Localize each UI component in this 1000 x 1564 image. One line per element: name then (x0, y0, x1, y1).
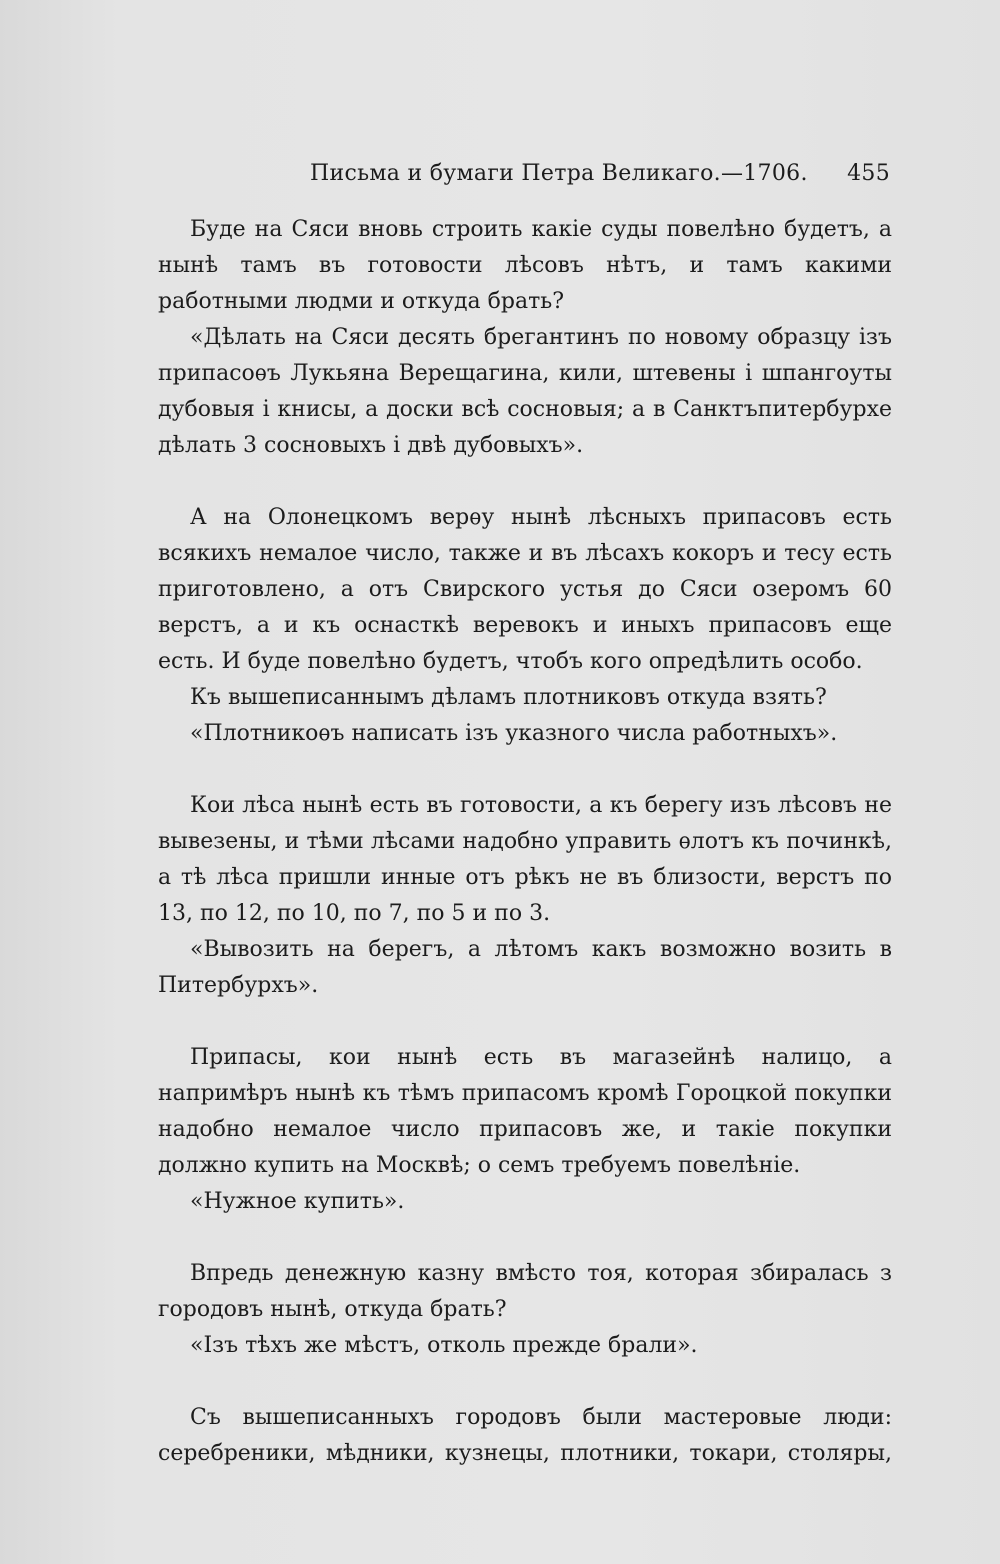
running-title: Письма и бумаги Петра Великаго.—1706. (310, 161, 808, 186)
paragraph: «Плотникоѳъ написать iзъ указного числа работныхъ». (190, 721, 838, 746)
paragraph: Кои лѣса нынѣ есть въ готовости, а къ берегу изъ лѣсовъ не вывезены, и тѣми лѣсами надобно управить ѳлотъ къ починкѣ, а тѣ лѣса пришли инные отъ рѣкъ не въ близости, верстъ по 13, по 12, по 10, по 7, по 5 и по 3. (158, 793, 892, 926)
page-body (158, 212, 892, 1472)
paragraph: Впредь денежную казну вмѣсто тоя, которая збиралась з городовъ нынѣ, откуда брать? (158, 1261, 892, 1322)
paragraph: Къ вышеписаннымъ дѣламъ плотниковъ откуда взять? (190, 685, 827, 710)
paragraph: А на Олонецкомъ верѳу нынѣ лѣсныхъ припасовъ есть всякихъ немалое число, также и въ лѣсахъ кокоръ и тесу есть приготовлено, а отъ Свирского устья до Сяси озеромъ 60 верстъ, а и къ оснасткѣ веревокъ и иныхъ припасовъ еще есть. И буде повелѣно будетъ, чтобъ кого опредѣлить особо. (158, 505, 892, 674)
paragraph: «Iзъ тѣхъ же мѣстъ, отколь прежде брали». (190, 1333, 698, 1358)
paragraph: Съ вышеписанныхъ городовъ были мастеровые люди: серебреники, мѣдники, кузнецы, плотники, токари, столяры, (158, 1405, 892, 1466)
paragraph: Припасы, кои нынѣ есть въ магазейнѣ налицо, а напримѣръ нынѣ къ тѣмъ припасомъ кромѣ Гороцкой покупки надобно немалое число припасовъ же, и такiе покупки должно купить на Москвѣ; о семъ требуемъ повелѣнiе. (158, 1045, 892, 1178)
paragraph: «Вывозить на берегъ, а лѣтомъ какъ возможно возить в Питербурхъ». (158, 937, 892, 998)
paragraph: «Дѣлать на Сяси десять брегантинъ по новому образцу iзъ припасоѳъ Лукьяна Верещагина, кили, штевены i шпангоуты дубовыя i книсы, а доски всѣ сосновыя; а в Санктъпитербурхе дѣлать 3 сосновыхъ i двѣ дубовыхъ». (158, 325, 892, 458)
page-number: 455 (847, 161, 890, 186)
paragraph: Буде на Сяси вновь строить какiе суды повелѣно будетъ, а нынѣ тамъ въ готовости лѣсовъ нѣтъ, и тамъ какими работными людми и откуда брать? (158, 217, 892, 314)
paragraph: «Нужное купить». (190, 1189, 405, 1214)
running-header (158, 156, 892, 192)
